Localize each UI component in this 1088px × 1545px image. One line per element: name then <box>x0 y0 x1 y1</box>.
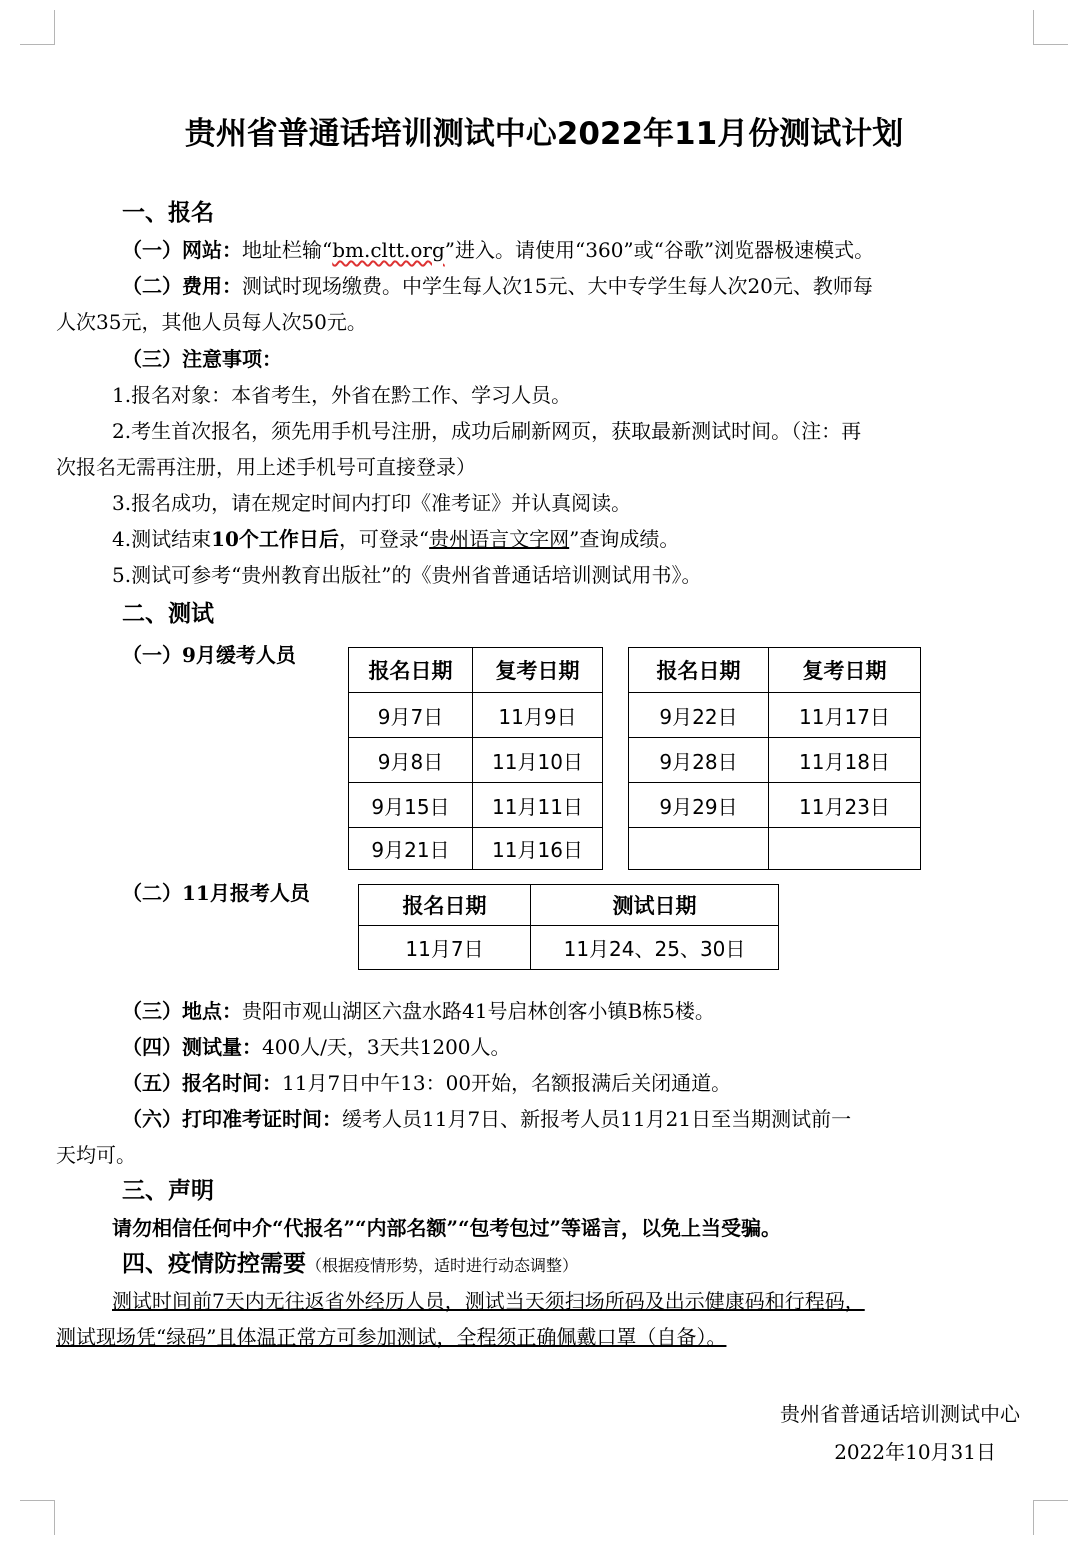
table-cell: 9月22日 <box>629 693 769 738</box>
table-gap <box>603 693 629 738</box>
sec2-heading: 二、测试 <box>122 601 214 627</box>
table-row <box>359 885 779 926</box>
table-row <box>349 693 921 738</box>
amount-line <box>122 1029 511 1065</box>
note-2-cont: 次报名无需再注册，用上述手机号可直接登录） <box>56 455 476 479</box>
sec4-heading-line <box>122 1246 578 1284</box>
sec1-item1-post: ”进入。请使用“360”或“谷歌”浏览器极速模式。 <box>444 238 875 262</box>
crop-mark-top-right <box>1033 10 1068 45</box>
table-cell: 11月16日 <box>473 828 603 870</box>
table-cell: 11月10日 <box>473 738 603 783</box>
table-cell: 11月7日 <box>359 926 531 970</box>
language-website-link[interactable]: 贵州语言文字网 <box>429 527 570 551</box>
website-url: bm.cltt.org <box>332 238 445 262</box>
sub1-label: （一）9月缓考人员 <box>122 643 296 667</box>
sec1-item2 <box>122 268 873 304</box>
document-title: 贵州省普通话培训测试中心2022年11月份测试计划 <box>184 116 904 152</box>
table-gap <box>603 648 629 693</box>
table-cell <box>769 828 921 870</box>
table-header-cell: 测试日期 <box>531 885 779 926</box>
table-header-cell: 报名日期 <box>629 648 769 693</box>
table-cell: 11月24、25、30日 <box>531 926 779 970</box>
sec1-item2-text: 测试时现场缴费。中学生每人次15元、大中专学生每人次20元、教师每 <box>242 274 873 298</box>
table-cell: 11月9日 <box>473 693 603 738</box>
table-cell <box>629 828 769 870</box>
crop-mark-bottom-right <box>1033 1500 1068 1535</box>
table-cell: 9月29日 <box>629 783 769 828</box>
note-2: 2.考生首次报名，须先用手机号注册，成功后刷新网页，获取最新测试时间。（注：再 <box>112 419 862 443</box>
sec4-line-1: 测试时间前7天内无往返省外经历人员，测试当天须扫场所码及出示健康码和行程码， <box>112 1289 865 1313</box>
table-header-cell: 报名日期 <box>349 648 473 693</box>
table-gap <box>603 738 629 783</box>
sec4-note: （根据疫情形势，适时进行动态调整） <box>306 1256 579 1275</box>
time-line <box>122 1065 731 1101</box>
print-label: （六）打印准考证时间： <box>122 1107 342 1131</box>
sec4-line-2: 测试现场凭“绿码”且体温正常方可参加测试，全程须正确佩戴口罩（自备）。 <box>56 1325 727 1349</box>
deferred-exam-table <box>348 647 921 870</box>
print-text: 缓考人员11月7日、新报考人员11月21日至当期测试前一 <box>342 1107 852 1131</box>
table-row <box>359 926 779 970</box>
table-row <box>349 738 921 783</box>
footer-org: 贵州省普通话培训测试中心 <box>780 1402 1020 1426</box>
table-cell: 11月11日 <box>473 783 603 828</box>
table-cell: 9月15日 <box>349 783 473 828</box>
table-cell: 11月17日 <box>769 693 921 738</box>
sec3-statement: 请勿相信任何中介“代报名”“内部名额”“包考包过”等谣言，以免上当受骗。 <box>112 1216 782 1240</box>
table-row <box>349 828 921 870</box>
note-4-pre: 4.测试结束 <box>112 527 212 551</box>
table-gap <box>603 828 629 870</box>
sec4-heading: 四、疫情防控需要 <box>122 1251 306 1277</box>
table-header-cell: 复考日期 <box>473 648 603 693</box>
print-cont: 天均可。 <box>56 1143 136 1167</box>
table-cell: 9月28日 <box>629 738 769 783</box>
table-cell: 11月18日 <box>769 738 921 783</box>
time-label: （五）报名时间： <box>122 1071 282 1095</box>
sec1-item1 <box>122 232 874 268</box>
note-4-bold: 10个工作日后 <box>211 527 339 551</box>
crop-mark-top-left <box>20 10 55 45</box>
table-cell: 11月23日 <box>769 783 921 828</box>
sec1-heading: 一、报名 <box>122 200 214 226</box>
place-text: 贵阳市观山湖区六盘水路41号启林创客小镇B栋5楼。 <box>242 999 715 1023</box>
sec1-item2-cont: 人次35元，其他人员每人次50元。 <box>56 310 367 334</box>
table-gap <box>603 783 629 828</box>
note-3: 3.报名成功，请在规定时间内打印《准考证》并认真阅读。 <box>112 491 632 515</box>
place-line <box>122 993 715 1029</box>
footer-date: 2022年10月31日 <box>834 1440 996 1464</box>
note-4-mid: ，可登录“ <box>338 527 430 551</box>
table-cell: 9月21日 <box>349 828 473 870</box>
note-5: 5.测试可参考“贵州教育出版社”的《贵州省普通话培训测试用书》。 <box>112 563 702 587</box>
table-row <box>349 648 921 693</box>
note-4 <box>112 521 679 557</box>
amount-label: （四）测试量： <box>122 1035 262 1059</box>
sub2-label: （二）11月报考人员 <box>122 881 310 905</box>
time-text: 11月7日中午13：00开始，名额报满后关闭通道。 <box>282 1071 732 1095</box>
sec3-heading: 三、声明 <box>122 1178 214 1204</box>
november-exam-table <box>358 884 779 970</box>
sec1-item1-pre: 地址栏输“ <box>242 238 333 262</box>
table-row <box>349 783 921 828</box>
crop-mark-bottom-left <box>20 1500 55 1535</box>
table-cell: 9月7日 <box>349 693 473 738</box>
sec1-item1-label: （一）网站： <box>122 238 242 262</box>
note-1: 1.报名对象：本省考生，外省在黔工作、学习人员。 <box>112 383 572 407</box>
sec1-item3-label: （三）注意事项： <box>122 347 282 371</box>
print-line <box>122 1101 851 1137</box>
place-label: （三）地点： <box>122 999 242 1023</box>
table-cell: 9月8日 <box>349 738 473 783</box>
note-4-post: ”查询成绩。 <box>569 527 680 551</box>
sec1-item2-label: （二）费用： <box>122 274 242 298</box>
table-header-cell: 报名日期 <box>359 885 531 926</box>
table-header-cell: 复考日期 <box>769 648 921 693</box>
amount-text: 400人/天，3天共1200人。 <box>262 1035 511 1059</box>
